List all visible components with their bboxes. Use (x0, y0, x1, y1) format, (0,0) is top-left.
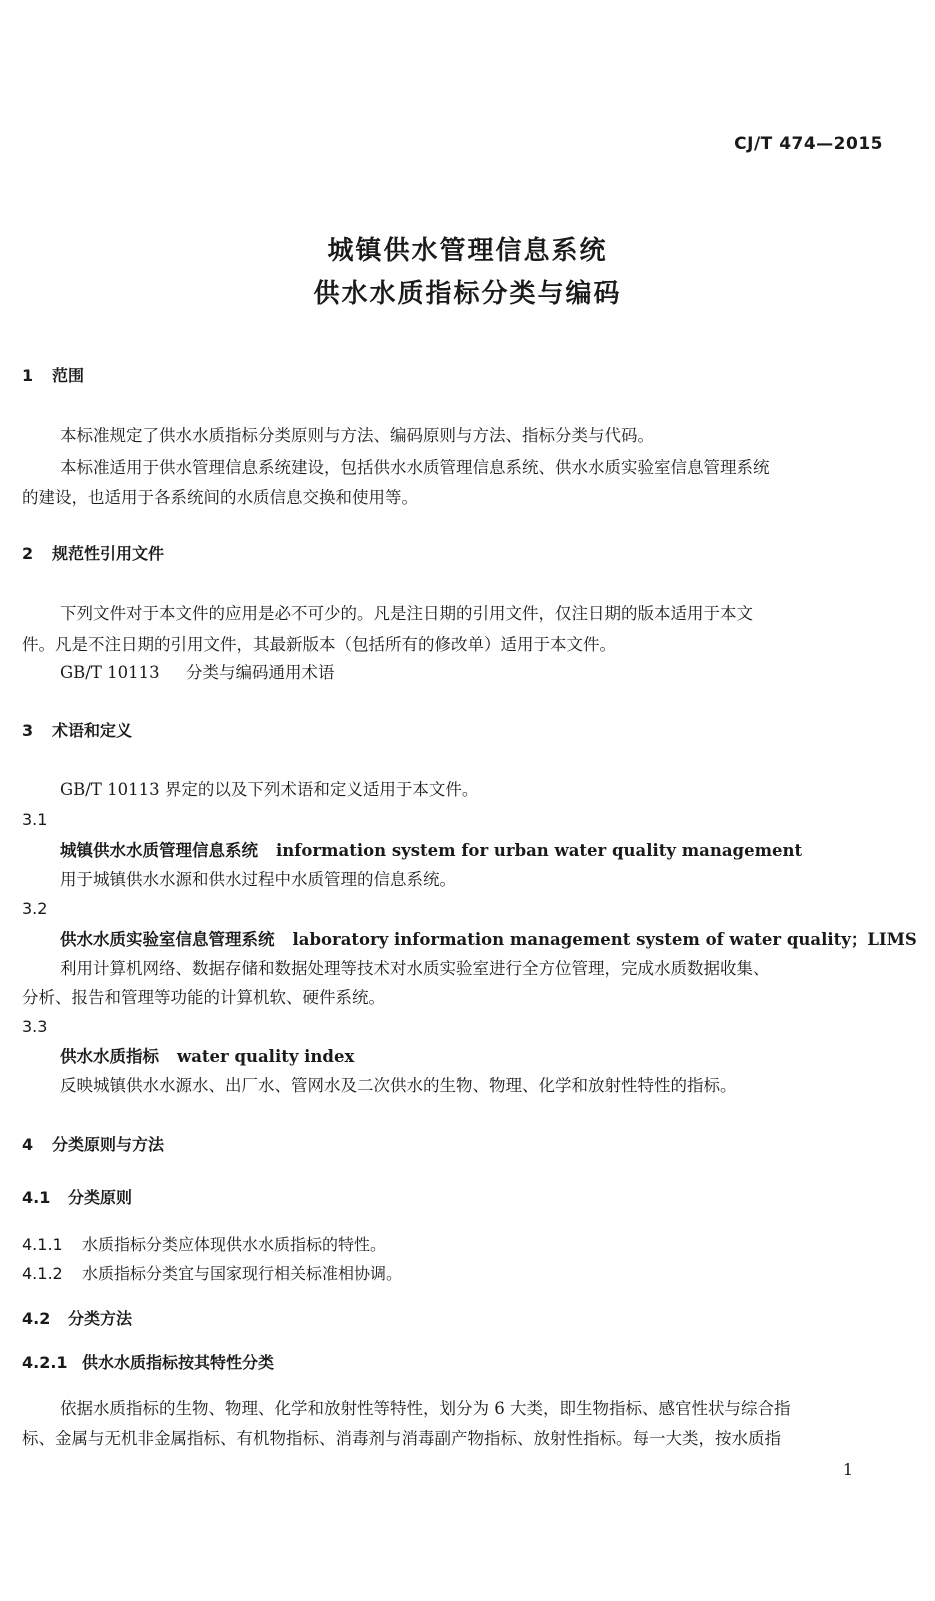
section-2-heading (22, 543, 164, 565)
section-number: 4 (22, 1135, 34, 1154)
term-english: information system for urban water quality management (276, 841, 803, 860)
subsection-number: 4.2.1 (22, 1353, 68, 1372)
term-heading (60, 840, 802, 862)
section-2-paragraph-line-2: 件。凡是不注日期的引用文件，其最新版本（包括所有的修改单）适用于本文件。 (22, 635, 616, 654)
standard-code: CJ/T 474—2015 (734, 134, 883, 154)
term-english: water quality index (177, 1047, 355, 1066)
section-1-paragraph-1: 本标准规定了供水水质指标分类原则与方法、编码原则与方法、指标分类与代码。 (60, 426, 654, 445)
section-number: 1 (22, 366, 34, 385)
section-heading-text: 分类原则与方法 (52, 1135, 165, 1154)
document-title-line1: 城镇供水管理信息系统 (327, 236, 608, 266)
section-1-paragraph-2-line-2: 的建设，也适用于各系统间的水质信息交换和使用等。 (22, 488, 418, 507)
clause-number: 4.1.1 (22, 1235, 63, 1254)
term-english: laboratory information management system of water quality；LIMS (292, 930, 917, 949)
section-heading-text: 范围 (52, 366, 85, 385)
section-heading-text: 术语和定义 (52, 721, 133, 740)
subsection-heading-text: 分类方法 (68, 1309, 133, 1328)
section-number: 2 (22, 544, 34, 563)
section-4-2-1-paragraph-line-2: 标、金属与无机非金属指标、有机物指标、消毒剂与消毒副产物指标、放射性指标。每一大类，按水质指 (22, 1429, 781, 1448)
subsection-number: 4.2 (22, 1309, 51, 1328)
section-number: 3 (22, 721, 34, 740)
document-title-line2: 供水水质指标分类与编码 (313, 279, 622, 309)
subsection-4-2-heading (22, 1308, 132, 1330)
term-definition-line-1: 反映城镇供水水源水、出厂水、管网水及二次供水的生物、物理、化学和放射性特性的指标。 (60, 1076, 737, 1095)
section-1-paragraph-2-line-1: 本标准适用于供水管理信息系统建设，包括供水水质管理信息系统、供水水质实验室信息管理系统 (60, 458, 770, 477)
reference-title: 分类与编码通用术语 (186, 663, 335, 682)
term-heading (60, 1046, 354, 1068)
subsection-number: 4.1 (22, 1188, 51, 1207)
clause-4-1-2 (22, 1263, 402, 1285)
term-chinese: 供水水质实验室信息管理系统 (60, 930, 275, 949)
normative-reference (60, 662, 335, 684)
subsection-4-2-1-heading (22, 1352, 274, 1374)
term-number: 3.3 (22, 1017, 48, 1036)
clause-text: 水质指标分类宜与国家现行相关标准相协调。 (82, 1264, 403, 1283)
clause-number: 4.1.2 (22, 1264, 63, 1283)
term-definition-line-2: 分析、报告和管理等功能的计算机软、硬件系统。 (22, 988, 385, 1007)
subsection-heading-text: 分类原则 (68, 1188, 133, 1207)
clause-text: 水质指标分类应体现供水水质指标的特性。 (82, 1235, 387, 1254)
term-chinese: 供水水质指标 (60, 1047, 159, 1066)
section-heading-text: 规范性引用文件 (52, 544, 165, 563)
subsection-4-1-heading (22, 1187, 132, 1209)
section-3-heading (22, 720, 132, 742)
section-2-paragraph-line-1: 下列文件对于本文件的应用是必不可少的。凡是注日期的引用文件，仅注日期的版本适用于本文 (60, 604, 753, 623)
term-number: 3.1 (22, 810, 48, 829)
section-4-heading (22, 1134, 164, 1156)
term-number: 3.2 (22, 899, 48, 918)
term-chinese: 城镇供水水质管理信息系统 (60, 841, 258, 860)
clause-4-1-1 (22, 1234, 386, 1256)
section-3-intro: GB/T 10113 界定的以及下列术语和定义适用于本文件。 (60, 780, 479, 799)
reference-code: GB/T 10113 (60, 663, 160, 682)
section-1-heading (22, 365, 84, 387)
page-number: 1 (842, 1460, 853, 1479)
section-4-2-1-paragraph-line-1: 依据水质指标的生物、物理、化学和放射性等特性，划分为 6 大类，即生物指标、感官性状与综合指 (60, 1399, 791, 1418)
term-heading (60, 929, 917, 951)
term-definition-line-1: 利用计算机网络、数据存储和数据处理等技术对水质实验室进行全方位管理，完成水质数据收集、 (60, 959, 770, 978)
term-definition-line-1: 用于城镇供水水源和供水过程中水质管理的信息系统。 (60, 870, 456, 889)
subsection-heading-text: 供水水质指标按其特性分类 (82, 1353, 275, 1372)
